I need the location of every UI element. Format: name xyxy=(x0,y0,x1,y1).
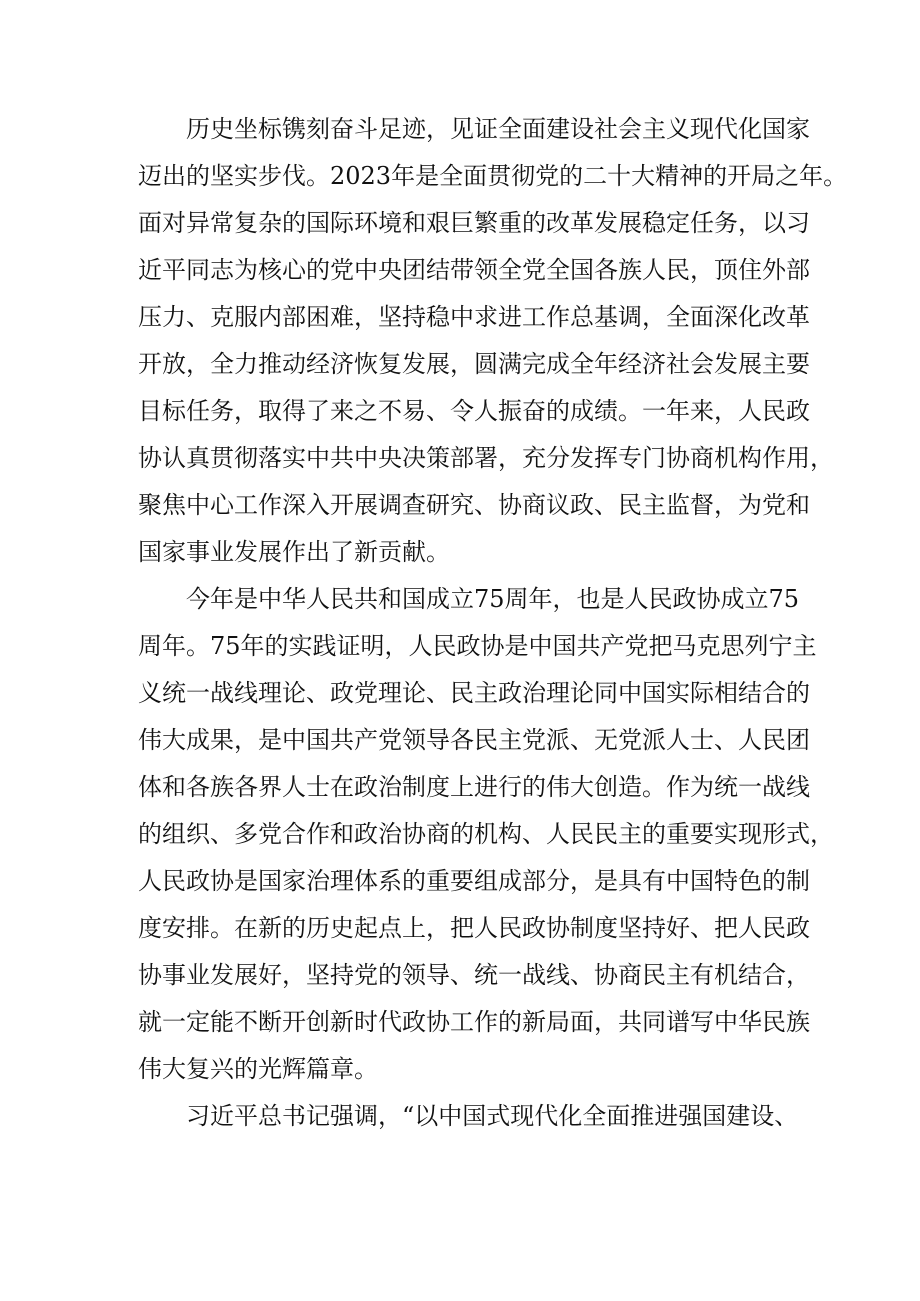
text-line: 近平同志为核心的党中央团结带领全党全国各族人民，顶住外部 xyxy=(138,256,810,284)
text-line: 义统一战线理论、政党理论、民主政治理论同中国实际相结合的 xyxy=(138,679,810,707)
text-line: 压力、克服内部困难，坚持稳中求进工作总基调，全面深化改革 xyxy=(138,303,810,331)
text-line: 度安排。在新的历史起点上，把人民政协制度坚持好、把人民政 xyxy=(138,914,810,942)
text-line: 历史坐标镌刻奋斗足迹，见证全面建设社会主义现代化国家 xyxy=(186,115,810,143)
text-line: 体和各族各界人士在政治制度上进行的伟大创造。作为统一战线 xyxy=(138,773,810,801)
body-text xyxy=(138,106,848,1140)
text-line: 协事业发展好，坚持党的领导、统一战线、协商民主有机结合， xyxy=(138,961,810,989)
text-line: 伟大复兴的光辉篇章。 xyxy=(138,1055,378,1083)
text-line: 国家事业发展作出了新贡献。 xyxy=(138,538,450,566)
text-line: 习近平总书记强调，“以中国式现代化全面推进强国建设、 xyxy=(186,1102,799,1130)
text-line: 人民政协是国家治理体系的重要组成部分，是具有中国特色的制 xyxy=(138,867,810,895)
text-line: 周年。75年的实践证明，人民政协是中国共产党把马克思列宁主 xyxy=(138,632,817,660)
text-line: 的组织、多党合作和政治协商的机构、人民民主的重要实现形式， xyxy=(138,820,834,848)
paragraph-3 xyxy=(138,1093,798,1140)
text-line: 目标任务，取得了来之不易、令人振奋的成绩。一年来，人民政 xyxy=(138,397,810,425)
text-line: 开放，全力推动经济恢复发展，圆满完成全年经济社会发展主要 xyxy=(138,350,810,378)
text-line: 伟大成果，是中国共产党领导各民主党派、无党派人士、人民团 xyxy=(138,726,810,754)
text-line: 聚焦中心工作深入开展调查研究、协商议政、民主监督，为党和 xyxy=(138,491,810,519)
paragraph-2 xyxy=(138,576,834,1093)
text-line: 协认真贯彻落实中共中央决策部署，充分发挥专门协商机构作用， xyxy=(138,444,834,472)
text-line: 迈出的坚实步伐。2023年是全面贯彻党的二十大精神的开局之年。 xyxy=(138,162,848,190)
text-line: 面对异常复杂的国际环境和艰巨繁重的改革发展稳定任务，以习 xyxy=(138,209,810,237)
text-line: 今年是中华人民共和国成立75周年，也是人民政协成立75 xyxy=(186,585,800,613)
paragraph-1 xyxy=(138,106,848,576)
text-line: 就一定能不断开创新时代政协工作的新局面，共同谱写中华民族 xyxy=(138,1008,810,1036)
